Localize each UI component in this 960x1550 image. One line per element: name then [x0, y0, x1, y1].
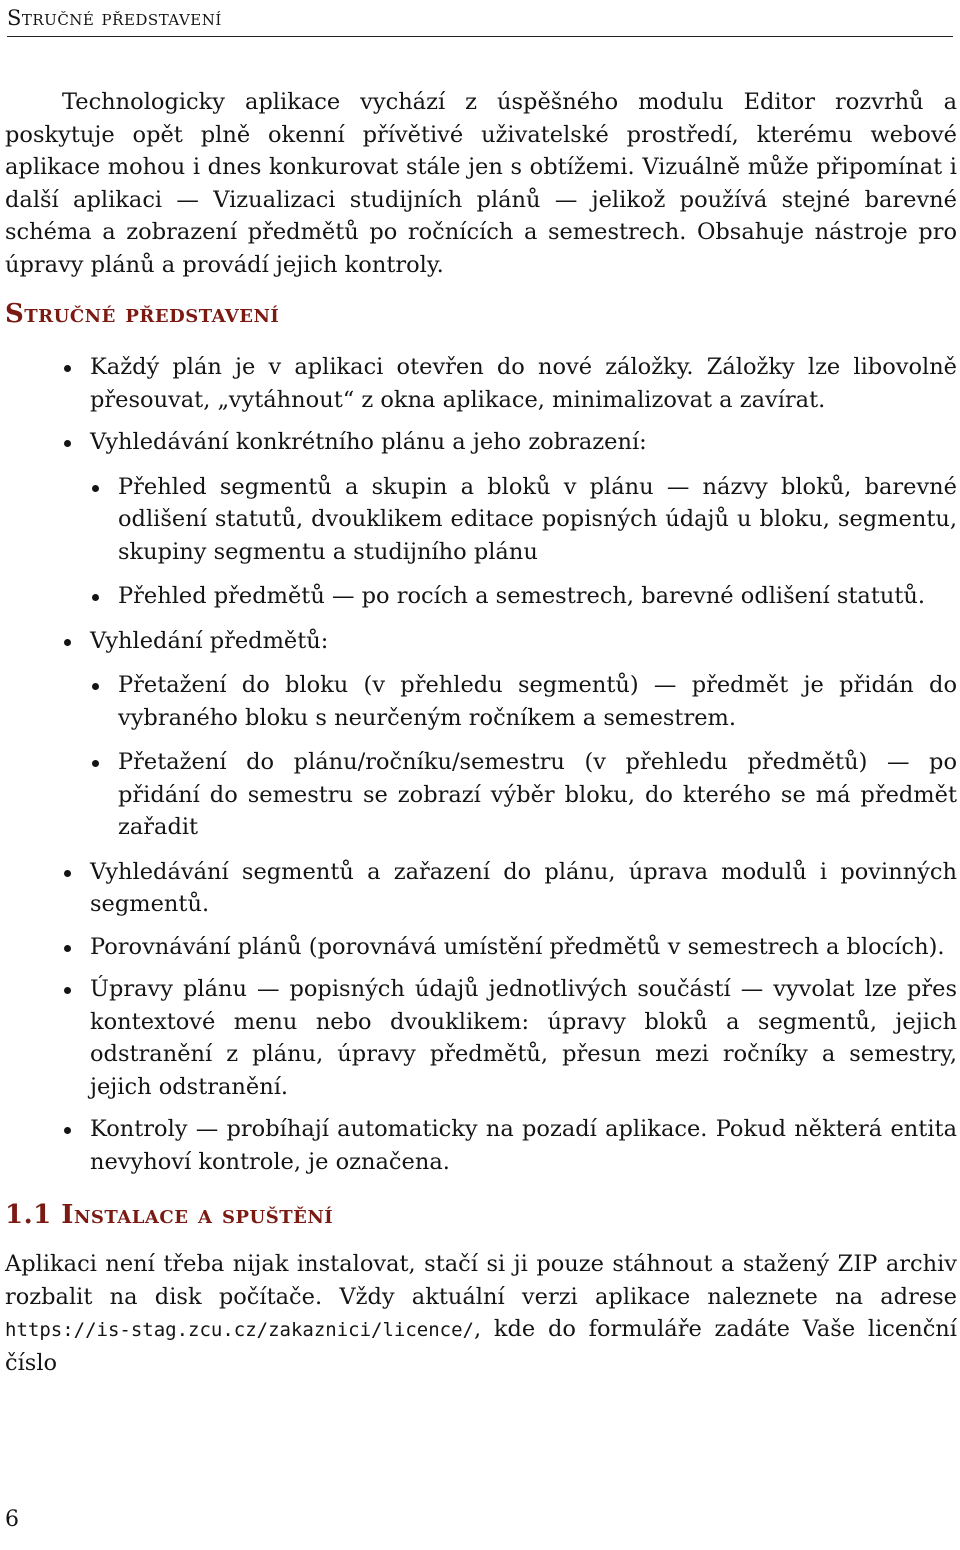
- installation-text-end: , kde do formuláře zadáte Vaše licenční číslo: [5, 1316, 957, 1376]
- list-item-text: Vyhledání předmětů:: [90, 627, 329, 654]
- section-heading-installation: 1.1 Instalace a spuštění: [5, 1200, 334, 1230]
- bullet-icon: [92, 683, 99, 690]
- list-item: [5, 625, 957, 844]
- bullet-icon: [92, 485, 99, 492]
- list-item-text: Vyhledávání segmentů a zařazení do plánu, úprava modulů i povinných segmentů.: [90, 858, 957, 917]
- sub-list-item-text: Přetažení do bloku (v přehledu segmentů) — předmět je přidán do vybraného bloku s neurčeným ročníkem a semestrem.: [118, 672, 957, 731]
- page-body: [5, 86, 957, 1379]
- installation-text-start: Aplikaci není třeba nijak instalovat, stačí si ji pouze stáhnout a stažený ZIP archiv rozbalit na disk počítače. Vždy aktuální verzi aplikace naleznete na adrese: [5, 1251, 957, 1310]
- sub-list-item-text: Přehled předmětů — po rocích a semestrech, barevné odlišení statutů.: [118, 583, 926, 609]
- running-title: Stručné představení: [7, 6, 222, 30]
- bullet-icon: [64, 639, 71, 646]
- list-item: [5, 426, 957, 613]
- bullet-icon: [92, 594, 99, 601]
- list-item: [5, 351, 957, 416]
- sub-list-item: [90, 669, 957, 734]
- intro-paragraph: Technologicky aplikace vychází z úspěšného modulu Editor rozvrhů a poskytuje opět plně okenní přívětivé uživatelské prostředí, kterému webové aplikace mohou i dnes konkurovat stále jen s obtížemi. Vizuálně může připomínat i další aplikaci — Vizualizaci studijních plánů — jelikož používá stejné barevné schéma a zobrazení předmětů po ročnících a semestrech. Obsahuje nástroje pro úpravy plánů a provádí jejich kontroly.: [5, 89, 957, 278]
- list-item: [5, 973, 957, 1103]
- bullet-icon: [92, 760, 99, 767]
- list-item-text: Kontroly — probíhají automaticky na pozadí aplikace. Pokud některá entita nevyhoví kontrole, je označena.: [90, 1116, 957, 1175]
- list-item-text: Každý plán je v aplikaci otevřen do nové záložky. Záložky lze libovolně přesouvat, „vytáhnout“ z okna aplikace, minimalizovat a zavírat.: [90, 354, 957, 413]
- licence-url-link[interactable]: https://is-stag.zcu.cz/zakaznici/licence/: [5, 1319, 474, 1341]
- installation-paragraph: [5, 1248, 957, 1379]
- sub-list-item-text: Přehled segmentů a skupin a bloků v plánu — názvy bloků, barevné odlišení statutů, dvouklikem editace popisných údajů u bloku, segmentu, skupiny segmentu a studijního plánu: [118, 473, 957, 565]
- list-item-text: Úpravy plánu — popisných údajů jednotlivých součástí — vyvolat lze přes kontextové menu nebo dvouklikem: úpravy bloků a segmentů, jejich odstranění z plánu, úpravy předmětů, přesun mezi ročníky a semestry, jejich odstranění.: [90, 976, 957, 1100]
- sub-list-item-text: Přetažení do plánu/ročníku/semestru (v přehledu předmětů) — po přidání do semestru se zobrazí výběr bloku, do kterého se má předmět zařadit: [118, 749, 957, 840]
- list-item: [5, 1113, 957, 1178]
- list-item: [5, 856, 957, 921]
- list-item-text: Porovnávání plánů (porovnává umístění předmětů v semestrech a blocích).: [90, 933, 945, 960]
- sub-list: [90, 669, 957, 844]
- bullet-icon: [64, 1127, 71, 1134]
- feature-list: [5, 351, 957, 1178]
- sub-list-item: [90, 580, 957, 613]
- page-header: [7, 4, 953, 37]
- page-number: 6: [5, 1507, 19, 1532]
- bullet-icon: [64, 945, 71, 952]
- bullet-icon: [64, 987, 71, 994]
- sub-list-item: [90, 471, 957, 569]
- bullet-icon: [64, 440, 71, 447]
- bullet-icon: [64, 365, 71, 372]
- section-heading-overview: Stručné představení: [5, 299, 280, 329]
- list-item-text: Vyhledávání konkrétního plánu a jeho zobrazení:: [90, 429, 647, 455]
- sub-list: [90, 471, 957, 613]
- bullet-icon: [64, 870, 71, 877]
- sub-list-item: [90, 746, 957, 844]
- list-item: [5, 931, 957, 964]
